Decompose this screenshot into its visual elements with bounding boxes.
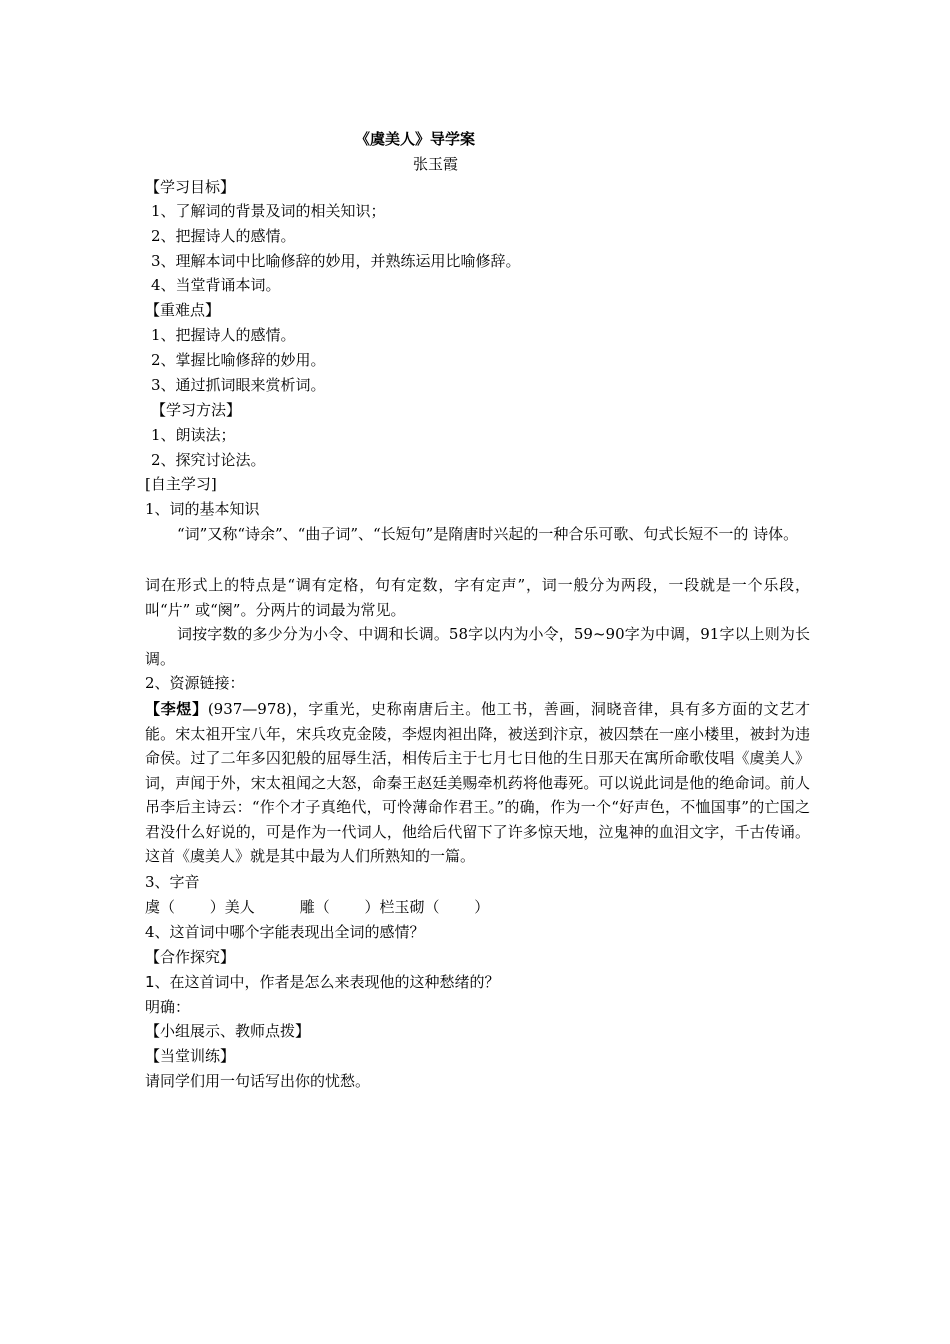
goal-item: 1、了解词的背景及词的相关知识；: [151, 202, 386, 220]
author-name: 张玉霞: [413, 155, 459, 173]
method-item: 1、朗读法；: [151, 426, 236, 444]
section-title: 1、词的基本知识: [145, 500, 260, 518]
paragraph: 词按字数的多少分为小令、中调和长调。58字以内为小令，59~90字为中调，91字以上则为长调。: [145, 625, 810, 668]
training-task: 请同学们用一句话写出你的忧愁。: [145, 1072, 371, 1090]
goals-heading: 【学习目标】: [145, 178, 236, 196]
showcase-heading: 【小组展示、教师点拨】: [145, 1022, 311, 1040]
goal-item: 3、理解本词中比喻修辞的妙用，并熟练运用比喻修辞。: [151, 252, 521, 270]
key-point-item: 2、掌握比喻修辞的妙用。: [151, 351, 326, 369]
biography-name: 【李煜】: [145, 700, 208, 718]
self-study-heading: [自主学习]: [145, 475, 217, 493]
goal-item: 2、把握诗人的感情。: [151, 227, 296, 245]
document-title: 《虞美人》导学案: [355, 130, 476, 148]
biography-paragraph: [145, 697, 810, 869]
paragraph: 词在形式上的特点是“调有定格，句有定数，字有定声”，词一般分为两段，一段就是一个乐段，叫“片” 或“阕”。分两片的词最为常见。: [145, 576, 810, 619]
method-item: 2、探究讨论法。: [151, 451, 266, 469]
section-title: 3、字音: [145, 873, 200, 891]
cooperation-question: 1、在这首词中，作者是怎么来表现他的这种愁绪的？: [145, 973, 500, 991]
goal-item: 4、当堂背诵本词。: [151, 276, 281, 294]
biography-text: (937—978)，字重光，史称南唐后主。他工书，善画，洞晓音律，具有多方面的文艺才能。宋太祖开宝八年，宋兵攻克金陵，李煜肉袒出降，被送到汴京，被囚禁在一座小楼里，被封为违命侯。过了二年多囚犯般的屈辱生活，相传后主于七月七日他的生日那天在寓所命歌伎唱《虞美人》词，声闻于外，宋太祖闻之大怒，命秦王赵廷美赐牵机药将他毒死。可以说此词是他的绝命词。前人吊李后主诗云：“作个才子真绝代，可怜薄命作君王。”的确，作为一个“好声色，不恤国事”的亡国之君没什么好说的，可是作为一代词人，他给后代留下了许多惊天地，泣鬼神的血泪文字，千古传诵。这首《虞美人》就是其中最为人们所熟知的一篇。: [145, 700, 810, 865]
section-title: 2、资源链接：: [145, 674, 245, 692]
key-points-heading: 【重难点】: [145, 301, 221, 319]
key-point-item: 1、把握诗人的感情。: [151, 326, 296, 344]
cooperation-heading: 【合作探究】: [145, 948, 236, 966]
section-title: 4、这首词中哪个字能表现出全词的感情？: [145, 923, 425, 941]
paragraph: “词”又称“诗余”、“曲子词”、“长短句”是隋唐时兴起的一种合乐可歌、句式长短不一的 诗体。: [177, 525, 799, 543]
answer-label: 明确：: [145, 998, 191, 1016]
methods-heading: 【学习方法】: [151, 401, 242, 419]
pronunciation-line: 虞（ ）美人 雕（ ）栏玉砌（ ）: [145, 898, 490, 916]
key-point-item: 3、通过抓词眼来赏析词。: [151, 376, 326, 394]
training-heading: 【当堂训练】: [145, 1047, 236, 1065]
